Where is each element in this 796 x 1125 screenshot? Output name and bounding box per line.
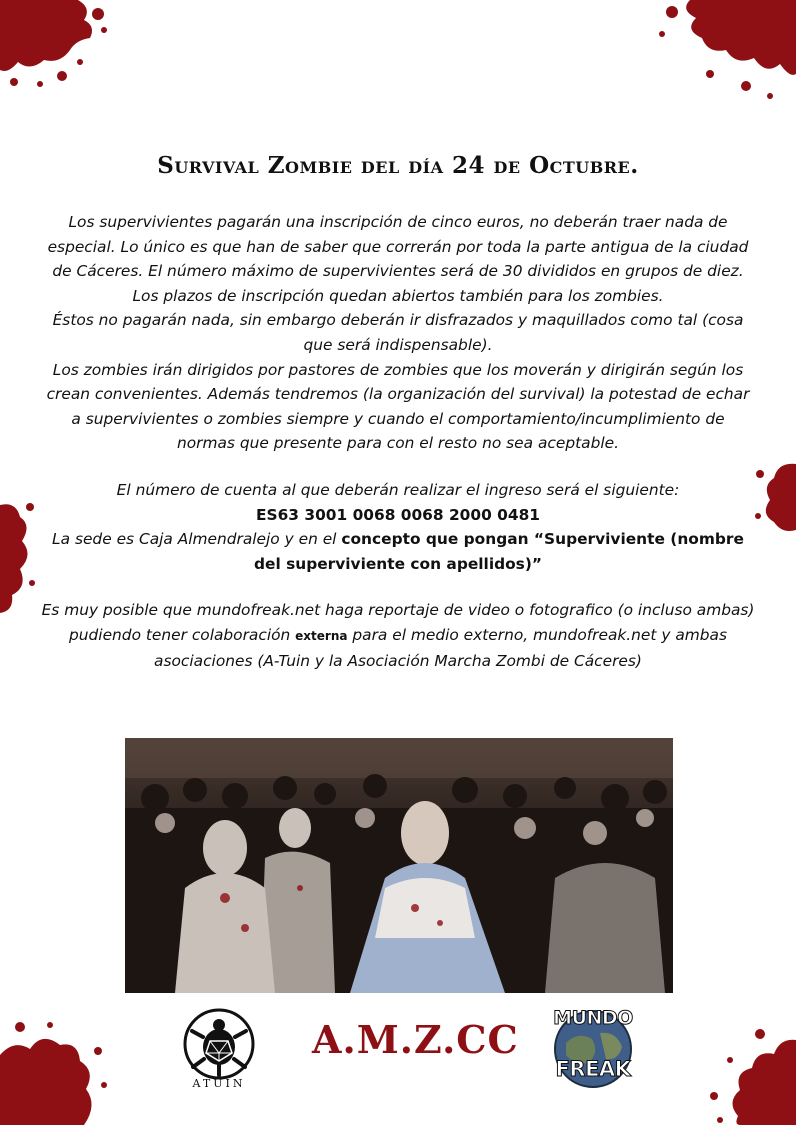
account-concept — [40, 527, 756, 576]
atuin-logo — [180, 1005, 258, 1095]
zombie-crowd-photo — [125, 738, 673, 993]
paragraph-shepherds: Los zombies irán dirigidos por pastores de zombies que los moverán y dirigirán según los crean convenientes. Además tendremos (la organización del survival) la potestad de echar a supervivientes o zombies siempre y cuando el comportamiento/incumplimiento de normas que presente para con el resto no sea aceptable. — [46, 360, 750, 453]
account-intro: El número de cuenta al que deberán realizar el ingreso será el siguiente: — [116, 480, 680, 499]
paragraph-zombies: Éstos no pagarán nada, sin embargo deberán ir disfrazados y maquillados como tal (cosa que será indispensable). — [52, 311, 744, 354]
media-paragraph — [40, 598, 756, 673]
media-text-after: para el medio externo, mundofreak.net y ambas asociaciones (A-Tuin y la Asociación Marcha Zombi de Cáceres) — [154, 625, 727, 670]
media-emphasis: externa — [295, 628, 348, 643]
announcement-body — [40, 210, 756, 673]
sede-text: La sede es Caja Almendralejo y en el — [52, 530, 342, 549]
blood-splatter-top-right — [650, 0, 796, 105]
paragraph-deadlines: Los plazos de inscripción quedan abiertos también para los zombies. — [132, 286, 664, 305]
mundofreak-logo-bottom: FREAK — [555, 1057, 631, 1081]
concept-text: concepto que pongan “Superviviente (nombre del superviviente con apellidos)” — [254, 530, 744, 573]
mundofreak-logo-top: MUNDO — [553, 1007, 633, 1029]
mundofreak-logo — [548, 1003, 638, 1091]
atuin-logo-text: ATUIN — [192, 1077, 246, 1090]
blood-splatter-top-left — [0, 0, 115, 95]
blood-splatter-bottom-right — [690, 1020, 796, 1125]
blood-splatter-bottom-left — [0, 1015, 115, 1125]
account-number: ES63 3001 0068 0068 2000 0481 — [256, 505, 540, 524]
media-text-before: Es muy posible que mundofreak.net haga reportaje de video o fotografico (o incluso ambas) pudiendo tener colaboración — [41, 601, 755, 644]
amzcc-logo: A.M.Z.CC — [312, 1017, 519, 1062]
page-title: Survival Zombie del día 24 de Octubre. — [157, 152, 639, 179]
paragraph-registration: Los supervivientes pagarán una inscripción de cinco euros, no deberán traer nada de especial. Lo único es que han de saber que correrán por toda la parte antigua de la ciudad de Cáceres. El número máximo de supervivientes será de 30 divididos en grupos de diez. — [47, 213, 749, 281]
blood-splatter-left-middle — [0, 495, 40, 625]
blood-splatter-right-middle — [752, 458, 796, 538]
